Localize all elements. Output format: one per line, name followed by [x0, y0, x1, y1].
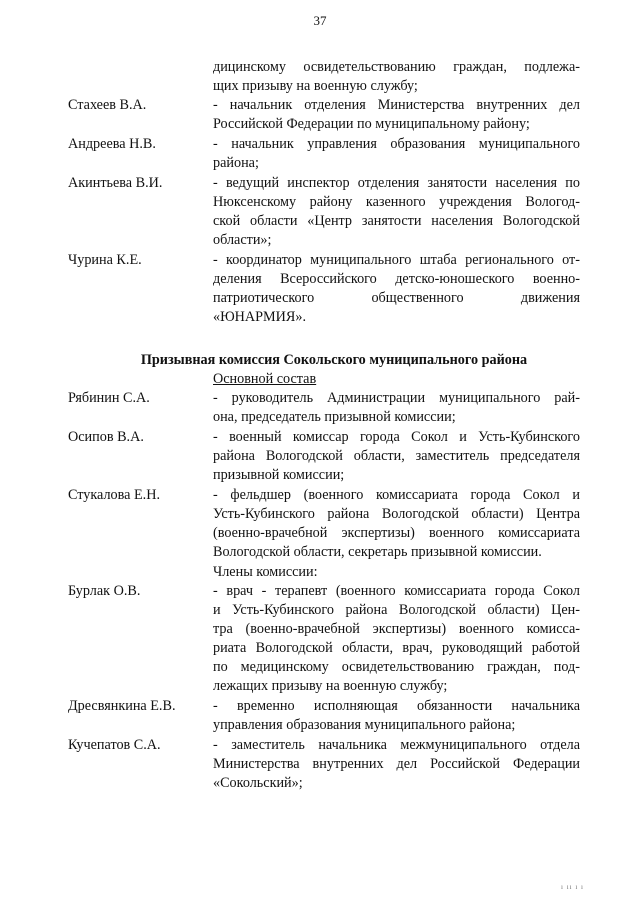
- member-name: Бурлак О.В.: [68, 583, 141, 599]
- member-role-line: - координатор муниципального штаба регионального от-: [213, 252, 580, 268]
- member-role-line: - врач - терапевт (военного комиссариата города Сокол: [213, 583, 580, 599]
- member-role-line: района;: [213, 155, 259, 171]
- member-name: Рябинин С.А.: [68, 390, 150, 406]
- member-role-line: - начальник управления образования муниципального: [213, 136, 580, 152]
- member-role-line: Российской Федерации по муниципальному району;: [213, 116, 530, 132]
- member-entry: [68, 251, 580, 327]
- member-role-line: «ЮНАРМИЯ».: [213, 309, 307, 325]
- member-entry: [68, 486, 580, 562]
- member-name: Осипов В.А.: [68, 429, 144, 445]
- scan-mark: ı ıı ı ı: [561, 883, 584, 891]
- member-role-line: Вологодской области, секретарь призывной комиссии.: [213, 544, 542, 560]
- member-role-line: патриотического общественного движения: [213, 290, 580, 306]
- member-entry: [68, 582, 580, 696]
- page-number: 37: [313, 13, 327, 28]
- member-name: Кучепатов С.А.: [68, 737, 161, 753]
- member-role: [213, 135, 580, 173]
- member-role-line: области»;: [213, 232, 272, 248]
- member-role-line: - фельдшер (военного комиссариата города Сокол и: [213, 487, 580, 503]
- member-role-line: - руководитель Администрации муниципального рай-: [213, 390, 580, 406]
- commission-member-list: [68, 582, 580, 793]
- member-role-line: Усть-Кубинского района Вологодской области) Центра: [213, 506, 580, 522]
- continuation-line: дицинскому освидетельствованию граждан, подлежа-: [213, 59, 580, 75]
- member-role: [213, 486, 580, 562]
- member-role-line: управления образования муниципального района;: [213, 717, 516, 733]
- continuation-line: щих призыву на военную службу;: [213, 78, 418, 94]
- member-role-line: - заместитель начальника межмуниципального отдела: [213, 737, 580, 753]
- member-role-line: деления Всероссийского детско-юношеского военно-: [213, 271, 580, 287]
- members-label: Члены комиссии:: [213, 564, 318, 580]
- member-entry: [68, 96, 580, 134]
- member-entry: [68, 174, 580, 250]
- commission-title: Призывная комиссия Сокольского муниципального района: [140, 352, 528, 368]
- member-name: Андреева Н.В.: [68, 136, 156, 152]
- member-entry: [68, 736, 580, 793]
- member-entry: [68, 389, 580, 427]
- member-role-line: по медицинскому освидетельствованию граждан, под-: [213, 659, 580, 675]
- document-body: [68, 58, 580, 794]
- member-role-line: района Вологодской области, заместитель председателя: [213, 448, 580, 464]
- first-member-list: [68, 96, 580, 327]
- member-role-line: и Усть-Кубинского района Вологодской области) Цен-: [213, 602, 580, 618]
- member-role-line: лежащих призыву на военную службу;: [213, 678, 448, 694]
- member-role-line: тра (военно-врачебной экспертизы) военного комисса-: [213, 621, 580, 637]
- member-name: Стукалова Е.Н.: [68, 487, 161, 503]
- member-role: [213, 174, 580, 250]
- member-entry: [68, 697, 580, 735]
- member-entry: [68, 428, 580, 485]
- member-role-line: - ведущий инспектор отделения занятости населения по: [213, 175, 580, 191]
- member-name: Чурина К.Е.: [68, 252, 142, 268]
- member-role-line: «Сокольский»;: [213, 775, 303, 791]
- member-role: [213, 582, 580, 696]
- member-role: [213, 428, 580, 485]
- member-role: [213, 251, 580, 327]
- member-role: [213, 697, 580, 735]
- member-role-line: она, председатель призывной комиссии;: [213, 409, 456, 425]
- member-entry: [68, 135, 580, 173]
- member-role-line: риата Вологодской области, врач, руководящий работой: [213, 640, 580, 656]
- main-composition-label: Основной состав: [213, 371, 317, 387]
- member-name: Дресвянкина Е.В.: [68, 698, 176, 714]
- continuation-text: [213, 58, 580, 96]
- member-role: [213, 96, 580, 134]
- member-role-line: - начальник отделения Министерства внутренних дел: [213, 97, 580, 113]
- member-role-line: - военный комиссар города Сокол и Усть-Кубинского: [213, 429, 580, 445]
- member-role: [213, 736, 580, 793]
- member-role-line: - временно исполняющая обязанности начальника: [213, 698, 580, 714]
- member-role-line: ской области «Центр занятости населения Вологодской: [213, 213, 580, 229]
- main-member-list: [68, 389, 580, 562]
- member-role-line: (военно-врачебной экспертизы) военного комиссариата: [213, 525, 580, 541]
- member-role-line: Министерства внутренних дел Российской Федерации: [213, 756, 580, 772]
- member-name: Акинтьева В.И.: [68, 175, 163, 191]
- member-role-line: Нюксенскому району казенного учреждения Вологод-: [213, 194, 580, 210]
- member-role-line: призывной комиссии;: [213, 467, 345, 483]
- member-name: Стахеев В.А.: [68, 97, 147, 113]
- member-role: [213, 389, 580, 427]
